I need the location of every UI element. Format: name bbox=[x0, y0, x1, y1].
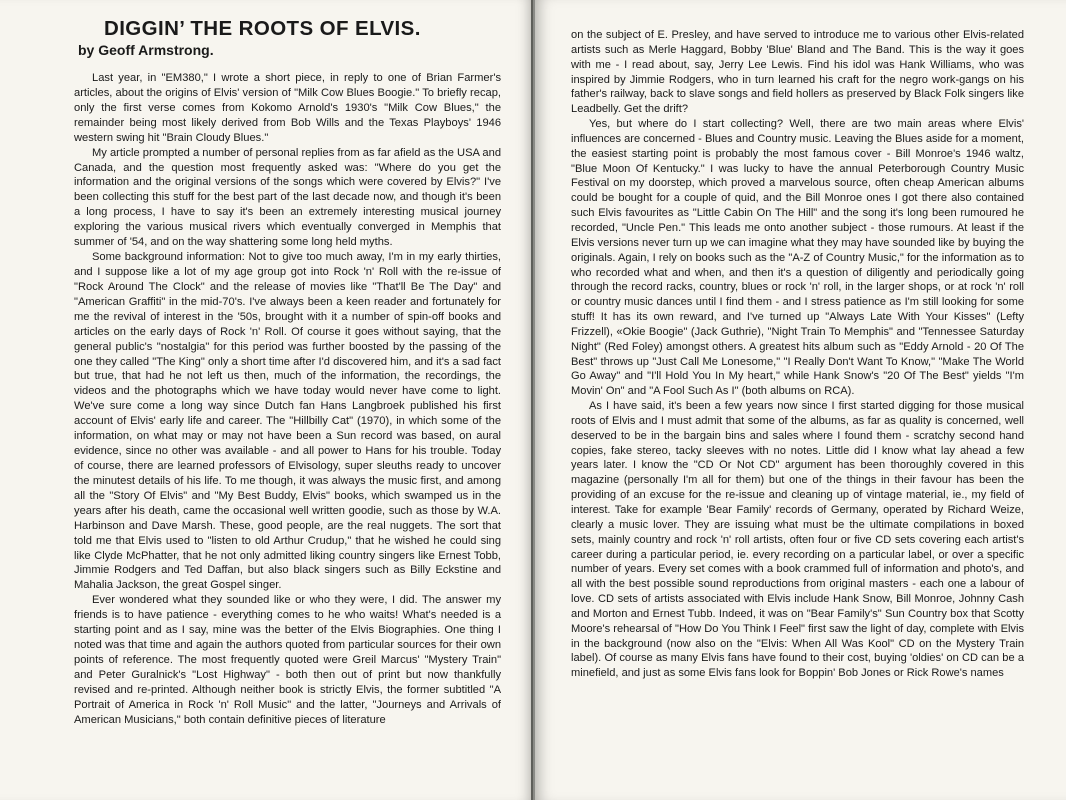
paragraph: Yes, but where do I start collecting? Well, there are two main areas where Elvis' influences are concerned - Blues and Country music. Leaving the Blues aside for a moment, the easiest starting point is probably the most famous cover - Bill Monroe's 1946 waltz, "Blue Moon Of Kentucky." I was lucky to have the annual Peterborough Country Music Festival on my doorstep, which proved a marvelous source, often cheap American albums could be bought for a couple of quid, and the Bill Monroe ones I got there also contained such Elvis favourites as "Little Cabin On The Hill" and the song it's long been rumoured he recorded, "Uncle Pen." This leads me onto another subject - those rumours. At least if the Elvis versions never turn up we can imagine what they may have sounded like by buying the originals. Again, I rely on books such as the "A-Z of Country Music," for the information as to who recorded what and when, and then it's a question of diligently and periodically going through the record racks, country, blues or rock 'n' roll, in the larger shops, or at rock 'n' roll or country music dances until I find them - and I stress patience as I'm still looking for some stuff! It has its own reward, and I've turned up "Always Late With Your Kisses" (Lefty Frizzell), «Okie Boogie" (Jack Guthrie), "Night Train To Memphis" and "Tennessee Saturday Night" (Red Foley) amongst others. A greatest hits album such as "Eddy Arnold - 20 Of The Best" throws up "Just Call Me Lonesome," "I Really Don't Want To Know," "Make The World Go Away" and "I'll Hold You In My heart," while Hank Snow's "20 Of The Best" yields "I'm Movin' On" and "A Fool Such As I" (both albums on RCA). bbox=[571, 118, 1024, 398]
left-page-body bbox=[74, 71, 501, 728]
paragraph: My article prompted a number of personal replies from as far afield as the USA and Canada, and the question most frequently asked was: "Where do you get the information and the original versions of the songs which were covered by Elvis?" I've been collecting this stuff for the best part of the last decade now, and though it's been a long process, I have to say it's been an extremely interesting musical journey exploring the various musical rivers which eventually converged in Memphis that summer of '54, and on the way shattering some long held myths. bbox=[74, 146, 502, 249]
right-page bbox=[535, 0, 1066, 800]
paragraph: Last year, in "EM380," I wrote a short piece, in reply to one of Brian Farmer's articles, about the origins of Elvis' version of "Milk Cow Blues Boogie." To briefly recap, only the first verse comes from Kokomo Arnold's 1930's "Milk Cow Blues," the remainder being most likely derived from Bob Wills and the Texas Playboys' 1946 western swing hit "Brain Cloudy Blues." bbox=[74, 72, 502, 144]
right-page-body bbox=[571, 28, 1024, 681]
paragraph: As I have said, it's been a few years now since I first started digging for those musical roots of Elvis and I must admit that some of the albums, as far as quality is concerned, well deserved to be in the bargain bins and sales where I found them - scratchy second hand copies, fake stereo, tacky sleeves with no notes. Little did I know what lay ahead a few years later. I know the "CD Or Not CD" argument has been thoroughly covered in this magazine (personally I'm all for them) but one of the things in their favour has been the providing of an excuse for the re-issue and cleaning up of vintage material, ie., my field of interest. Take for example 'Bear Family' records of Germany, operated by Richard Weize, clearly a music lover. They are issuing what must be the ultimate compilations in boxed sets, mainly country and rock 'n' roll artists, often four or five CD sets covering each artist's career during a particular period, ie. every recording on a particular label, or over a specific number of years. Every set comes with a book crammed full of information and photo's, and all with the best possible sound reproductions from original masters - each one a labour of love. CD sets of artists associated with Elvis include Hank Snow, Bill Monroe, Johnny Cash and Morton and Ernest Tubb. Indeed, it was on "Bear Family's" Sun Country box that Scotty Moore's rehearsal of "How Do You Think I Feel" first saw the light of day, complete with Elvis in the background (now also on the "Elvis: When All Was Kool" CD on the Mystery Train label). Of course as many Elvis fans have found to their cost, buying 'oldies' on CD can be a minefield, and just as some Elvis fans look for Boppin' Bob Jones or Rick Rowe's names bbox=[571, 400, 1024, 680]
paragraph: on the subject of E. Presley, and have served to introduce me to various other Elvis-related artists such as Merle Haggard, Bobby 'Blue' Bland and The Band. This is the way it goes with me - I read about, say, Jerry Lee Lewis. Find his idol was Hank Williams, who was inspired by Jimmie Rodgers, who in turn learned his craft for the negro work-gangs on his father's railway, back to slave songs and field hollers as preserved by Black Folk singers like Leadbelly. Get the drift? bbox=[571, 29, 1024, 116]
article-title: DIGGIN’ THE ROOTS OF ELVIS. bbox=[104, 17, 421, 40]
paragraph: Ever wondered what they sounded like or who they were, I did. The answer my friends is to have patience - everything comes to he who waits! What's needed is a starting point and as I say, mine was the better of the Elvis Biographies. One thing I noted was that time and again the authors quoted from particular sources for their own points of reference. The most frequently quoted were Greil Marcus' "Mystery Train" and Peter Guralnick's "Lost Highway" - both then out of print but now thankfully revised and re-printed. Although neither book is strictly Elvis, the former subtitled "A Portrait of America in Rock 'n' Roll Music" and the latter, "Journeys and Arrivals of American Musicians," both contain definitive pieces of literature bbox=[74, 594, 502, 726]
article-byline: by Geoff Armstrong. bbox=[78, 42, 214, 58]
page-gutter bbox=[531, 0, 533, 800]
paragraph: Some background information: Not to give too much away, I'm in my early thirties, and I suppose like a lot of my age group got into Rock 'n' Roll with the re-issue of "Rock Around The Clock" and the release of movies like "That'll Be The Day" and "American Graffiti" in the mid-70's. I've always been a keen reader and fortunately for me the revival of interest in the '50s, brought with it a number of spin-off books and articles on the early days of Rock 'n' Roll. Of course it goes without saying, that the general public's "nostalgia" for this period was further boosted by the passing of the one they called "The King" only a short time after I'd discovered him, and it's a sad fact but true, that had he not left us then, much of the information, the recordings, the videos and the photographs which we have today would never have come to light. We've sure come a long way since Dutch fan Hans Langbroek published his first account of Elvis' early life and career. The "Hillbilly Cat" (1970), in which some of the information, on what may or may not have been a Sun record was based, on aural evidence, since no other was available - and all power to Hans for his trouble. Today of course, there are learned professors of Elvisology, super sleuths ready to uncover the minutest details of his life. To me though, it was always the music first, and among all the "Story Of Elvis" and "My Best Buddy, Elvis" books, which swamped us in the years after his death, came the occasional well written goodie, such as those by W.A. Harbinson and Dave Marsh. These, good people, are the real nuggets. The sort that told me that Elvis used to "listen to old Arthur Crudup," that he wished he could sing like Clyde McPhatter, that he not only admitted liking country singers like Ernest Tobb, Jimmie Rodgers and Ted Daffan, but also black singers such as Billy Eckstine and Mahalia Jackson, the great Gospel singer. bbox=[74, 251, 502, 592]
left-page bbox=[0, 0, 531, 800]
